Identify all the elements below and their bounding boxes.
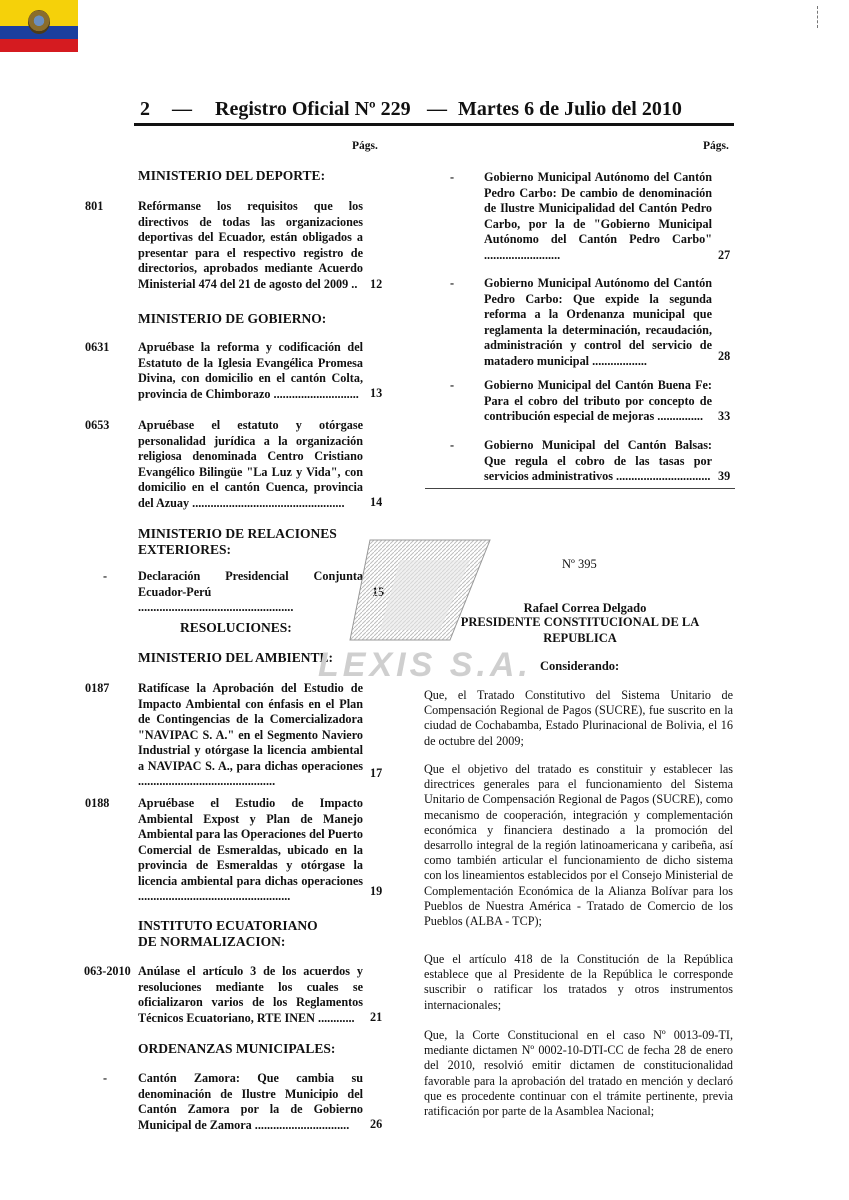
entry-page: 13 [370, 386, 383, 400]
corner-mark [817, 6, 828, 28]
entry-page: 28 [718, 349, 731, 363]
header-dash-1: — [172, 98, 192, 120]
section-resoluciones: RESOLUCIONES: [180, 620, 292, 635]
entry-page: 17 [370, 766, 383, 780]
toc-entry-buena-fe [484, 378, 712, 425]
entry-text: Apruébase el Estudio de Impacto Ambiental Expost y Plan de Manejo Ambiental para las Operaciones del Puerto Comercial de Esmeraldas, ubicado en la provincia de Esmeraldas y otórgase la licencia ambiental para dichas operaciones .................................................. [138, 796, 363, 903]
entry-number: 063-2010 [84, 964, 131, 978]
section-instituto-normalizacion: INSTITUTO ECUATORIANO DE NORMALIZACION: [138, 918, 318, 949]
section-ministerio-gobierno: MINISTERIO DE GOBIERNO: [138, 311, 327, 326]
entry-page: 14 [370, 495, 383, 509]
entry-page: 39 [718, 469, 731, 483]
header-title: Registro Oficial Nº 229 [215, 98, 411, 120]
ecuador-flag-icon [0, 0, 78, 52]
header-dash-2: — [427, 98, 447, 120]
entry-text: Anúlase el artículo 3 de los acuerdos y resoluciones mediante los cuales se oficializaron varios de los Reglamentos Técnicos Ecuatoriano, RTE INEN ............ [138, 964, 363, 1025]
toc-entry-0187 [138, 681, 363, 790]
toc-entry-0631 [138, 340, 363, 402]
entry-page: 33 [718, 409, 731, 423]
entry-number: 0631 [85, 340, 110, 354]
toc-entry-063-2010 [138, 964, 363, 1026]
entry-text: Ratifícase la Aprobación del Estudio de Impacto Ambiental con énfasis en el Plan de Contingencias de la Comercializadora "NAVIPAC S. A." en el Segmento Naviero Industrial y otórgase la licencia ambiental a NAVIPAC S. A., para dichas operaciones ............................................. [138, 681, 363, 788]
header-rule [134, 123, 734, 126]
paragraph-text: Que el artículo 418 de la Constitución de la República establece que al Presidente de la República le corresponde suscribir o ratificar los tratados y otros instrumentos internacionales; [424, 952, 733, 1012]
column-divider-rule [425, 488, 735, 489]
toc-entry-balsas [484, 438, 712, 485]
paragraph-text: Que el objetivo del tratado es constituir y establecer las directrices generales para el funcionamiento del Sistema Unitario de Compensación Regional de Pagos (SUCRE), como mecanismo de cooperación, integración y complementación económica y financiera destinado a la promoción del desarrollo integral de la región latinoamericana y caribeña, así como también articular el funcionamiento de dicho sistema con los lineamientos establecidos por el Consejo Ministerial de Complementación Económica de la Alianza Bolívar para los Pueblos de Nuestra América - Tratado de Comercio de los Pueblos (ALBA - TCP); [424, 762, 733, 929]
pags-label-left: Págs. [352, 140, 378, 152]
entry-number: - [450, 378, 455, 392]
entry-text: Refórmanse los requisitos que los directivos de todas las organizaciones deportivas del Ecuador, están obligados a presentar para el respectivo registro de directorios, aprobados mediante Acuerdo Ministerial 474 del 21 de agosto del 2009 .. [138, 199, 363, 291]
paragraph-1 [424, 688, 733, 749]
header-date: Martes 6 de Julio del 2010 [458, 98, 682, 120]
entry-text: Gobierno Municipal del Cantón Buena Fe: Para el cobro del tributo por concepto de contribución especial de mejoras ............... [484, 378, 712, 423]
paragraph-text: Que, el Tratado Constitutivo del Sistema Unitario de Compensación Regional de Pagos (SUCRE), fue suscrito en la ciudad de Cochabamba, Estado Plurinacional de Bolivia, el 16 de octubre del 2009; [424, 688, 733, 748]
entry-text: Declaración Presidencial Conjunta Ecuador-Perú ................................................... [138, 569, 363, 614]
entry-text: Apruébase el estatuto y otórgase personalidad jurídica a la organización religiosa denominada Centro Cristiano Evangélico Bilingüe "La Luz y Vida", con domicilio en el cantón Cuenca, provincia del Azuay .................................................. [138, 418, 363, 510]
entry-text: Gobierno Municipal del Cantón Balsas: Que regula el cobro de las tasas por servicios administrativos ............................... [484, 438, 712, 483]
toc-entry-zamora [138, 1071, 363, 1133]
toc-entry-801 [138, 199, 363, 292]
entry-page: 12 [370, 277, 383, 291]
entry-number: - [103, 569, 108, 583]
pags-label-right: Págs. [703, 140, 729, 152]
entry-number: - [450, 276, 455, 290]
paragraph-3 [424, 952, 733, 1013]
watermark-text: LEXIS S.A. [318, 646, 532, 684]
decree-number: Nº 395 [562, 557, 597, 571]
section-ministerio-relaciones: MINISTERIO DE RELACIONES EXTERIORES: [138, 526, 337, 557]
entry-page: 19 [370, 884, 383, 898]
section-ministerio-deporte: MINISTERIO DEL DEPORTE: [138, 168, 326, 183]
entry-text: Gobierno Municipal Autónomo del Cantón Pedro Carbo: Que expide la segunda reforma a la Ordenanza municipal que reglamenta la determinación, recaudación, administración y control del servicio de matadero municipal .................. [484, 276, 712, 368]
entry-page: 27 [718, 248, 731, 262]
entry-number: - [450, 438, 455, 452]
page-header [140, 98, 740, 122]
entry-page: 21 [370, 1010, 383, 1024]
paragraph-2 [424, 762, 733, 929]
entry-number: 0188 [85, 796, 110, 810]
entry-text: Gobierno Municipal Autónomo del Cantón Pedro Carbo: De cambio de denominación de Ilustre Municipalidad del Cantón Pedro Carbo, por la de "Gobierno Municipal Autónomo del Cantón Pedro Carbo" ......................... [484, 170, 712, 262]
president-name: Rafael Correa Delgado [523, 601, 647, 615]
entry-number: 0653 [85, 418, 110, 432]
paragraph-4 [424, 1028, 733, 1119]
section-ordenanzas-municipales: ORDENANZAS MUNICIPALES: [138, 1041, 336, 1056]
section-ministerio-ambiente: MINISTERIO DEL AMBIENTE: [138, 650, 334, 665]
paragraph-text: Que, la Corte Constitucional en el caso Nº 0013-09-TI, mediante dictamen Nº 0002-10-DTI-CC de fecha 28 de enero del 2010, resolvió emitir dictamen de constitucionalidad favorable para la aprobación del tratado en mención y declaró que es procedente continuar con el trámite pertinente, previa ratificación por parte de la Asamblea Nacional; [424, 1028, 733, 1119]
toc-entry-pedro-carbo-1 [484, 170, 712, 263]
entry-text: Cantón Zamora: Que cambia su denominación de Ilustre Municipio del Cantón Zamora por la de Gobierno Municipal de Zamora ............................... [138, 1071, 363, 1132]
entry-number: 801 [85, 199, 104, 213]
toc-entry-0188 [138, 796, 363, 905]
toc-entry-pedro-carbo-2 [484, 276, 712, 369]
entry-number: 0187 [85, 681, 110, 695]
entry-page: 26 [370, 1117, 383, 1131]
president-title: PRESIDENTE CONSTITUCIONAL DE LA REPUBLICA [460, 615, 700, 645]
entry-text: Apruébase la reforma y codificación del Estatuto de la Iglesia Evangélica Promesa Divina, con domicilio en el cantón Colta, provincia de Chimborazo ............................ [138, 340, 363, 401]
entry-number: - [450, 170, 455, 184]
toc-entry-0653 [138, 418, 363, 511]
page-number: 2 [140, 98, 150, 120]
entry-number: - [103, 1071, 108, 1085]
considerando-heading: Considerando: [540, 659, 620, 673]
